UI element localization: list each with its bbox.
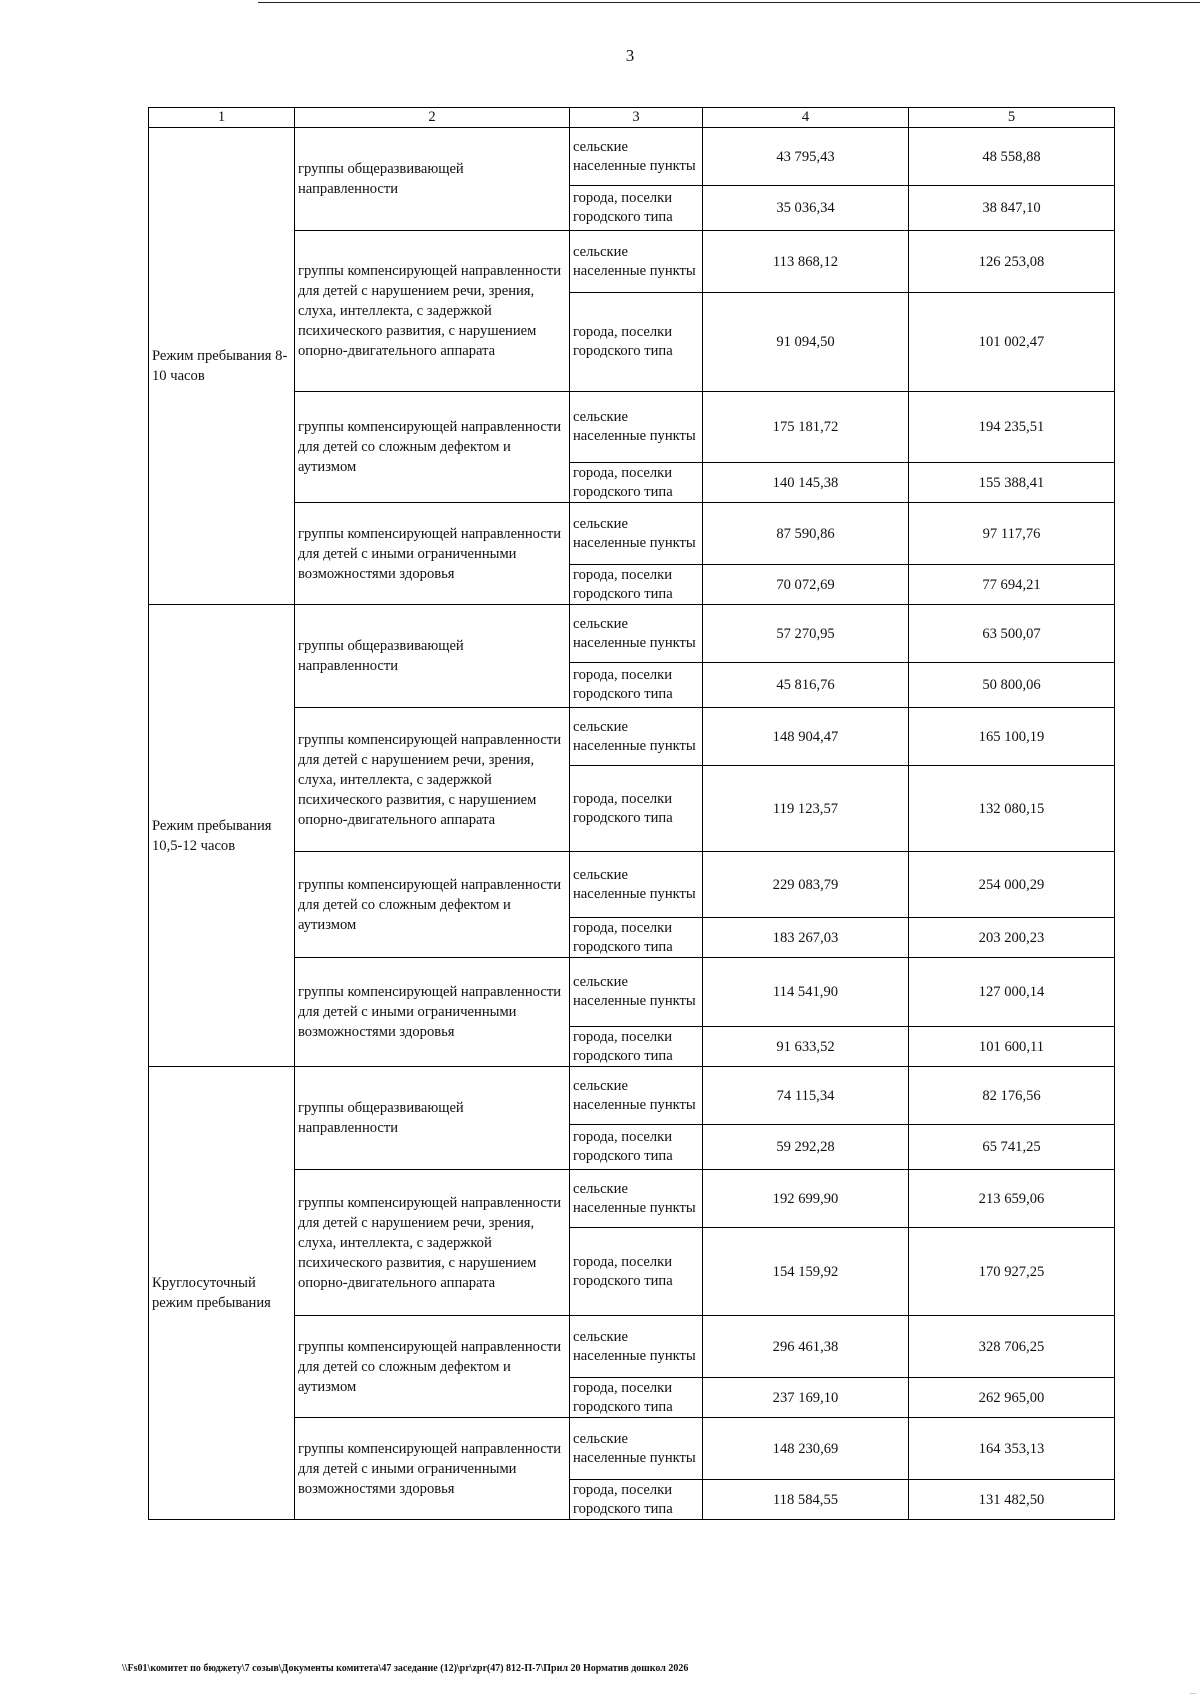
norm-value-col5: 101 002,47 — [909, 293, 1115, 392]
norm-value-col5: 50 800,06 — [909, 663, 1115, 708]
area-rural-cell: сельские населенные пункты — [570, 1316, 703, 1378]
area-rural-cell: сельские населенные пункты — [570, 605, 703, 663]
group-type-cell: группы компенсирующей направленности для детей со сложным дефектом и аутизмом — [295, 852, 570, 958]
norm-value-col5: 127 000,14 — [909, 958, 1115, 1027]
norm-value-col4: 148 230,69 — [703, 1418, 909, 1480]
norm-value-col4: 154 159,92 — [703, 1228, 909, 1316]
norm-value-col5: 328 706,25 — [909, 1316, 1115, 1378]
group-type-cell: группы компенсирующей направленности для детей со сложным дефектом и аутизмом — [295, 392, 570, 503]
area-urban-cell: города, поселки городского типа — [570, 766, 703, 852]
norm-value-col4: 70 072,69 — [703, 565, 909, 605]
norm-value-col4: 57 270,95 — [703, 605, 909, 663]
column-number: 2 — [295, 108, 570, 128]
norm-value-col4: 229 083,79 — [703, 852, 909, 918]
norms-table — [148, 107, 1115, 1520]
norm-value-col4: 148 904,47 — [703, 708, 909, 766]
group-type-cell: группы общеразвивающей направленности — [295, 1067, 570, 1170]
table-row — [149, 1067, 1115, 1125]
area-rural-cell: сельские населенные пункты — [570, 231, 703, 293]
norm-value-col4: 140 145,38 — [703, 463, 909, 503]
area-rural-cell: сельские населенные пункты — [570, 1170, 703, 1228]
area-urban-cell: города, поселки городского типа — [570, 1027, 703, 1067]
norm-value-col4: 237 169,10 — [703, 1378, 909, 1418]
norm-value-col4: 87 590,86 — [703, 503, 909, 565]
norm-value-col5: 194 235,51 — [909, 392, 1115, 463]
group-type-cell: группы компенсирующей направленности для детей с нарушением речи, зрения, слуха, интеллекта, с задержкой психического развития, с нарушением опорно-двигательного аппарата — [295, 708, 570, 852]
norm-value-col4: 91 633,52 — [703, 1027, 909, 1067]
norm-value-col4: 192 699,90 — [703, 1170, 909, 1228]
stay-mode-cell: Круглосуточный режим пребывания — [149, 1067, 295, 1520]
norm-value-col5: 131 482,50 — [909, 1480, 1115, 1520]
area-urban-cell: города, поселки городского типа — [570, 565, 703, 605]
area-urban-cell: города, поселки городского типа — [570, 663, 703, 708]
norm-value-col5: 262 965,00 — [909, 1378, 1115, 1418]
group-type-cell: группы общеразвивающей направленности — [295, 605, 570, 708]
stay-mode-cell: Режим пребывания 10,5-12 часов — [149, 605, 295, 1067]
norm-value-col4: 45 816,76 — [703, 663, 909, 708]
area-rural-cell: сельские населенные пункты — [570, 503, 703, 565]
norm-value-col4: 35 036,34 — [703, 186, 909, 231]
group-type-cell: группы компенсирующей направленности для детей с нарушением речи, зрения, слуха, интеллекта, с задержкой психического развития, с нарушением опорно-двигательного аппарата — [295, 1170, 570, 1316]
norm-value-col4: 183 267,03 — [703, 918, 909, 958]
area-rural-cell: сельские населенные пункты — [570, 958, 703, 1027]
page-number: 3 — [625, 46, 635, 65]
norm-value-col5: 254 000,29 — [909, 852, 1115, 918]
area-urban-cell: города, поселки городского типа — [570, 1480, 703, 1520]
norm-value-col5: 155 388,41 — [909, 463, 1115, 503]
area-urban-cell: города, поселки городского типа — [570, 918, 703, 958]
norm-value-col5: 164 353,13 — [909, 1418, 1115, 1480]
norm-value-col5: 63 500,07 — [909, 605, 1115, 663]
norm-value-col5: 101 600,11 — [909, 1027, 1115, 1067]
norm-value-col5: 132 080,15 — [909, 766, 1115, 852]
column-number: 1 — [149, 108, 295, 128]
group-type-cell: группы компенсирующей направленности для детей с нарушением речи, зрения, слуха, интеллекта, с задержкой психического развития, с нарушением опорно-двигательного аппарата — [295, 231, 570, 392]
area-urban-cell: города, поселки городского типа — [570, 1228, 703, 1316]
group-type-cell: группы компенсирующей направленности для детей с иными ограниченными возможностями здоровья — [295, 503, 570, 605]
area-rural-cell: сельские населенные пункты — [570, 1067, 703, 1125]
group-type-cell: группы компенсирующей направленности для детей с иными ограниченными возможностями здоровья — [295, 958, 570, 1067]
norm-value-col5: 203 200,23 — [909, 918, 1115, 958]
column-number: 4 — [703, 108, 909, 128]
table-row — [149, 605, 1115, 663]
area-rural-cell: сельские населенные пункты — [570, 708, 703, 766]
group-type-cell: группы общеразвивающей направленности — [295, 128, 570, 231]
column-number-row — [149, 108, 1115, 128]
norm-value-col4: 113 868,12 — [703, 231, 909, 293]
area-urban-cell: города, поселки городского типа — [570, 293, 703, 392]
norm-value-col4: 91 094,50 — [703, 293, 909, 392]
norm-value-col5: 213 659,06 — [909, 1170, 1115, 1228]
norm-value-col4: 118 584,55 — [703, 1480, 909, 1520]
area-urban-cell: города, поселки городского типа — [570, 1125, 703, 1170]
top-rule — [258, 2, 1200, 3]
stay-mode-cell: Режим пребывания 8-10 часов — [149, 128, 295, 605]
norm-value-col4: 296 461,38 — [703, 1316, 909, 1378]
area-urban-cell: города, поселки городского типа — [570, 1378, 703, 1418]
norm-value-col5: 170 927,25 — [909, 1228, 1115, 1316]
area-rural-cell: сельские населенные пункты — [570, 1418, 703, 1480]
norm-value-col4: 74 115,34 — [703, 1067, 909, 1125]
norm-value-col5: 97 117,76 — [909, 503, 1115, 565]
column-number: 5 — [909, 108, 1115, 128]
norm-value-col4: 175 181,72 — [703, 392, 909, 463]
area-rural-cell: сельские населенные пункты — [570, 128, 703, 186]
norm-value-col5: 77 694,21 — [909, 565, 1115, 605]
norm-value-col5: 65 741,25 — [909, 1125, 1115, 1170]
group-type-cell: группы компенсирующей направленности для детей со сложным дефектом и аутизмом — [295, 1316, 570, 1418]
norm-value-col5: 82 176,56 — [909, 1067, 1115, 1125]
area-rural-cell: сельские населенные пункты — [570, 852, 703, 918]
norm-value-col5: 38 847,10 — [909, 186, 1115, 231]
norm-value-col4: 43 795,43 — [703, 128, 909, 186]
norm-value-col4: 114 541,90 — [703, 958, 909, 1027]
area-rural-cell: сельские населенные пункты — [570, 392, 703, 463]
norm-value-col5: 48 558,88 — [909, 128, 1115, 186]
norm-value-col5: 126 253,08 — [909, 231, 1115, 293]
area-urban-cell: города, поселки городского типа — [570, 186, 703, 231]
footer-file-path: \\Fs01\комитет по бюджету\7 созыв\Документы комитета\47 заседание (12)\pr\zpr(47) 812-П-7\Прил 20 Норматив дошкол 2026 — [122, 1663, 689, 1674]
group-type-cell: группы компенсирующей направленности для детей с иными ограниченными возможностями здоровья — [295, 1418, 570, 1520]
norms-table-body — [149, 128, 1115, 1520]
norm-value-col4: 119 123,57 — [703, 766, 909, 852]
corner-mark: ... — [1190, 1687, 1196, 1696]
norm-value-col4: 59 292,28 — [703, 1125, 909, 1170]
table-row — [149, 128, 1115, 186]
column-number: 3 — [570, 108, 703, 128]
norm-value-col5: 165 100,19 — [909, 708, 1115, 766]
area-urban-cell: города, поселки городского типа — [570, 463, 703, 503]
